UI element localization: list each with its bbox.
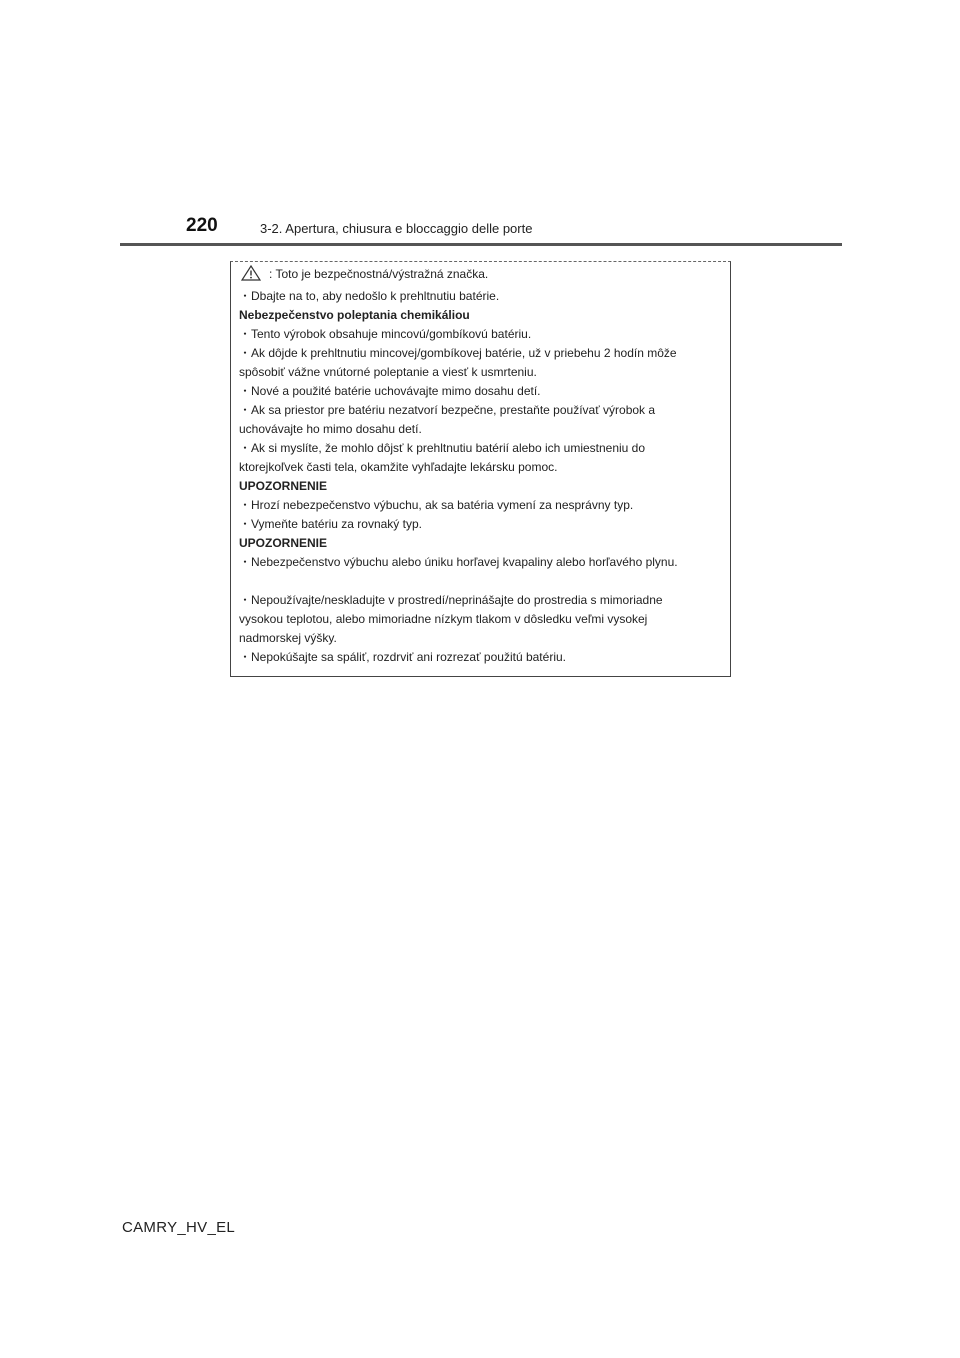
warning-line: vysokou teplotou, alebo mimoriadne nízkym tlakom v dôsledku veľmi vysokej bbox=[239, 612, 648, 626]
warning-intro-row bbox=[239, 265, 722, 287]
battery-warning-box bbox=[230, 261, 731, 677]
warning-line: ・Ak sa priestor pre batériu nezatvorí bezpečne, prestaňte používať výrobok a bbox=[239, 403, 656, 417]
warning-line: ・Nepoužívajte/neskladujte v prostredí/neprinášajte do prostredia s mimoriadne bbox=[239, 593, 663, 607]
warning-line: ・Ak dôjde k prehltnutiu mincovej/gombíkovej batérie, už v priebehu 2 hodín môže bbox=[239, 346, 677, 360]
warning-line: ・Nebezpečenstvo výbuchu alebo úniku horľavej kvapaliny alebo horľavého plynu. bbox=[239, 555, 678, 569]
warning-line: ・Nové a použité batérie uchovávajte mimo dosahu detí. bbox=[239, 384, 541, 398]
warning-line: ・Nepokúšajte sa spáliť, rozdrviť ani rozrezať použitú batériu. bbox=[239, 650, 566, 664]
warning-line: ・Ak si myslíte, že mohlo dôjsť k prehltnutiu batérií alebo ich umiestneniu do bbox=[239, 441, 646, 455]
document-code: CAMRY_HV_EL bbox=[122, 1219, 236, 1236]
warning-triangle-icon bbox=[241, 265, 261, 287]
warning-heading-caution: UPOZORNENIE bbox=[239, 536, 328, 550]
warning-line: ・Dbajte na to, aby nedošlo k prehltnutiu batérie. bbox=[239, 289, 500, 303]
blank-line bbox=[239, 572, 722, 591]
warning-heading-chemical: Nebezpečenstvo poleptania chemikáliou bbox=[239, 308, 470, 322]
warning-line: uchovávajte ho mimo dosahu detí. bbox=[239, 422, 422, 436]
warning-heading-caution: UPOZORNENIE bbox=[239, 479, 328, 493]
warning-line: ・Vymeňte batériu za rovnaký typ. bbox=[239, 517, 422, 531]
header-divider bbox=[120, 243, 842, 246]
warning-line: ・Hrozí nebezpečenstvo výbuchu, ak sa batéria vymení za nesprávny typ. bbox=[239, 498, 634, 512]
page-number: 220 bbox=[186, 215, 218, 236]
warning-line: nadmorskej výšky. bbox=[239, 631, 337, 645]
warning-line: ktorejkoľvek časti tela, okamžite vyhľadajte lekársku pomoc. bbox=[239, 460, 558, 474]
section-title: 3-2. Apertura, chiusura e bloccaggio delle porte bbox=[260, 221, 533, 236]
warning-line: spôsobiť vážne vnútorné poleptanie a viesť k usmrteniu. bbox=[239, 365, 537, 379]
warning-intro-text: : Toto je bezpečnostná/výstražná značka. bbox=[269, 267, 489, 281]
warning-line: ・Tento výrobok obsahuje mincovú/gombíkovú batériu. bbox=[239, 327, 532, 341]
